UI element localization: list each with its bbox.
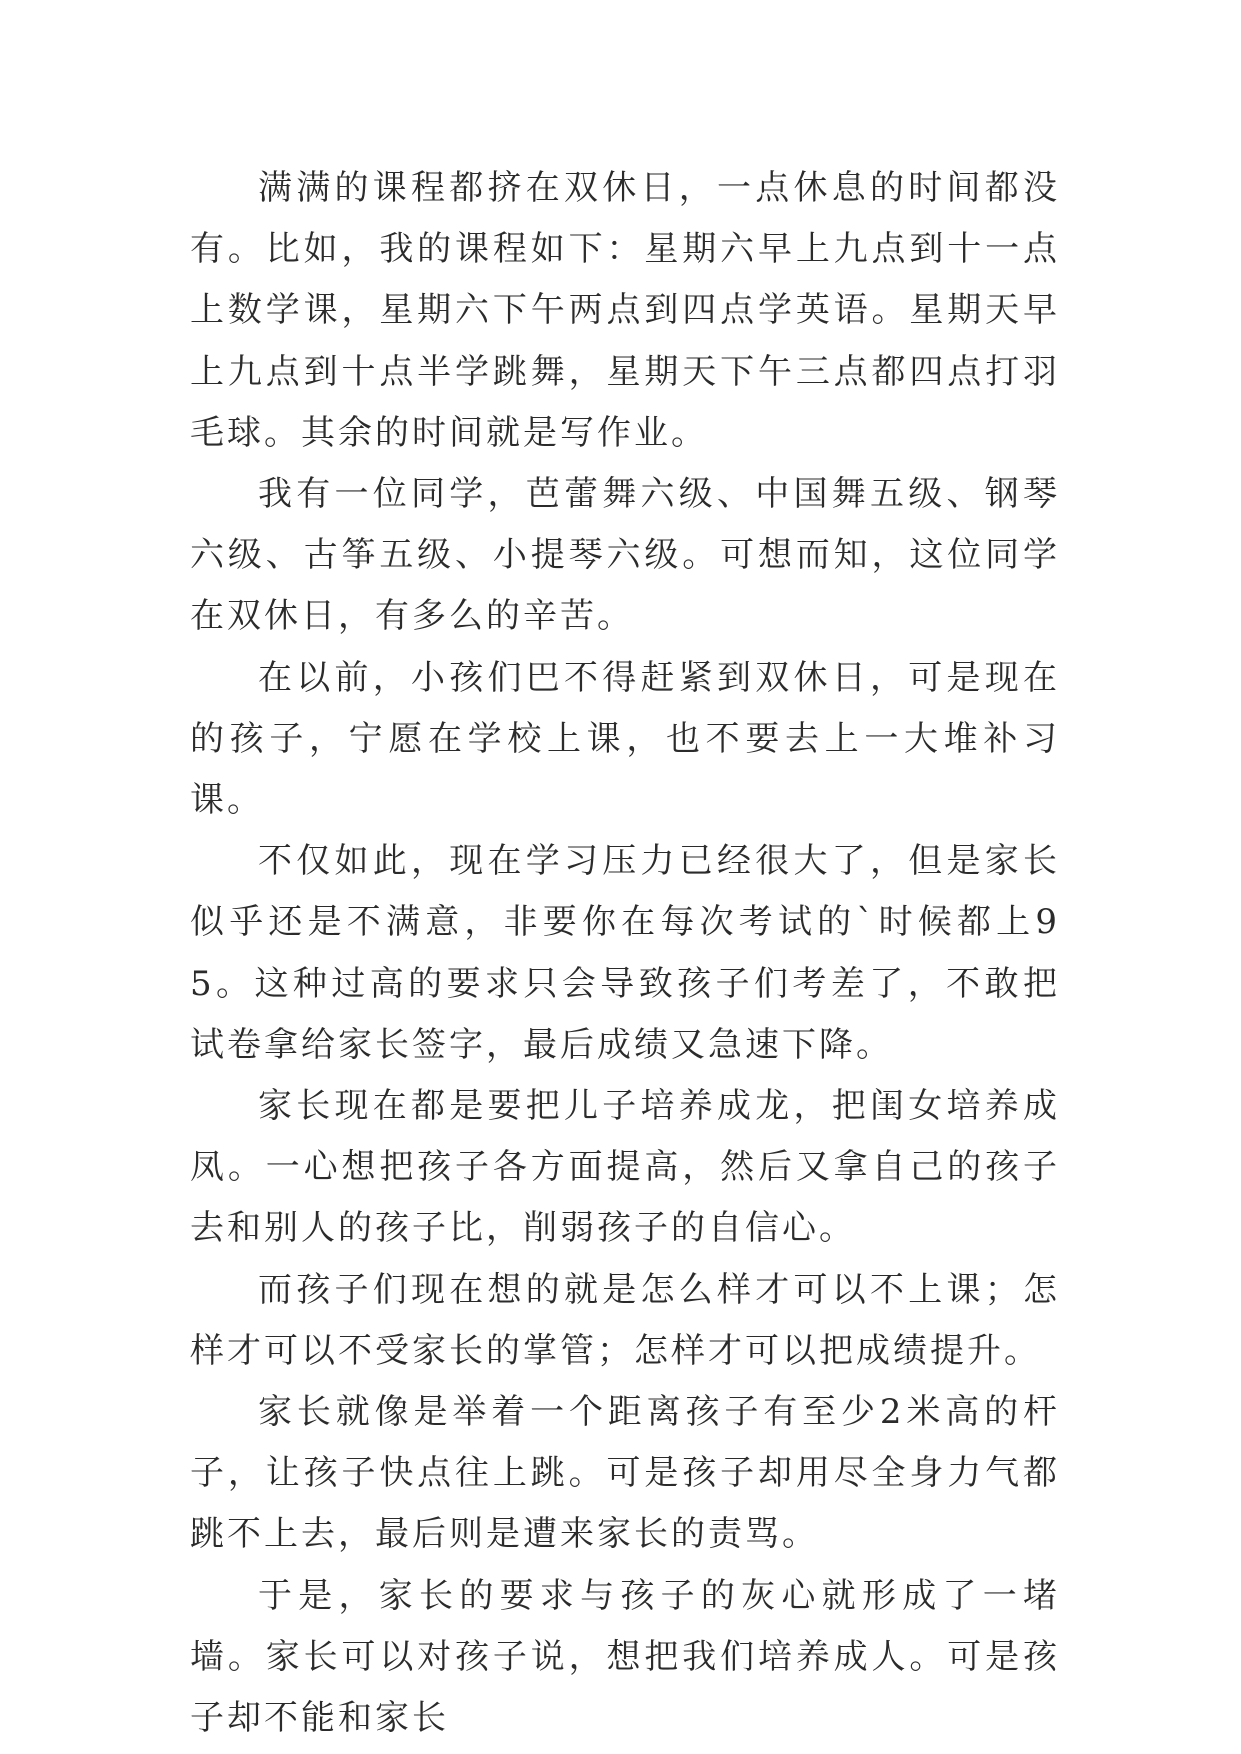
paragraph-3: 在以前，小孩们巴不得赶紧到双休日，可是现在的孩子，宁愿在学校上课，也不要去上一大堆补习课。: [190, 657, 1060, 821]
paragraph-4: 不仅如此，现在学习压力已经很大了，但是家长似乎还是不满意，非要你在每次考试的`时候都上95。这种过高的要求只会导致孩子们考差了，不敢把试卷拿给家长签字，最后成绩又急速下降。: [190, 841, 1060, 1065]
paragraph-2: 我有一位同学，芭蕾舞六级、中国舞五级、钢琴六级、古筝五级、小提琴六级。可想而知，这位同学在双休日，有多么的辛苦。: [190, 474, 1060, 637]
paragraph-1: 满满的课程都挤在双休日，一点休息的时间都没有。比如，我的课程如下：星期六早上九点到十一点上数学课，星期六下午两点到四点学英语。星期天早上九点到十点半学跳舞，星期天下午三点都四点打羽毛球。其余的时间就是写作业。: [190, 168, 1060, 453]
paragraph-7: 家长就像是举着一个距离孩子有至少2米高的杆子，让孩子快点往上跳。可是孩子却用尽全身力气都跳不上去，最后则是遭来家长的责骂。: [190, 1392, 1060, 1555]
paragraph-6: 而孩子们现在想的就是怎么样才可以不上课；怎样才可以不受家长的掌管；怎样才可以把成绩提升。: [190, 1269, 1060, 1371]
paragraph-8: 于是，家长的要求与孩子的灰心就形成了一堵墙。家长可以对孩子说，想把我们培养成人。可是孩子却不能和家长: [190, 1575, 1060, 1739]
document-page: [190, 158, 1060, 1749]
paragraph-5: 家长现在都是要把儿子培养成龙，把闺女培养成凤。一心想把孩子各方面提高，然后又拿自己的孩子去和别人的孩子比，削弱孩子的自信心。: [190, 1086, 1060, 1249]
